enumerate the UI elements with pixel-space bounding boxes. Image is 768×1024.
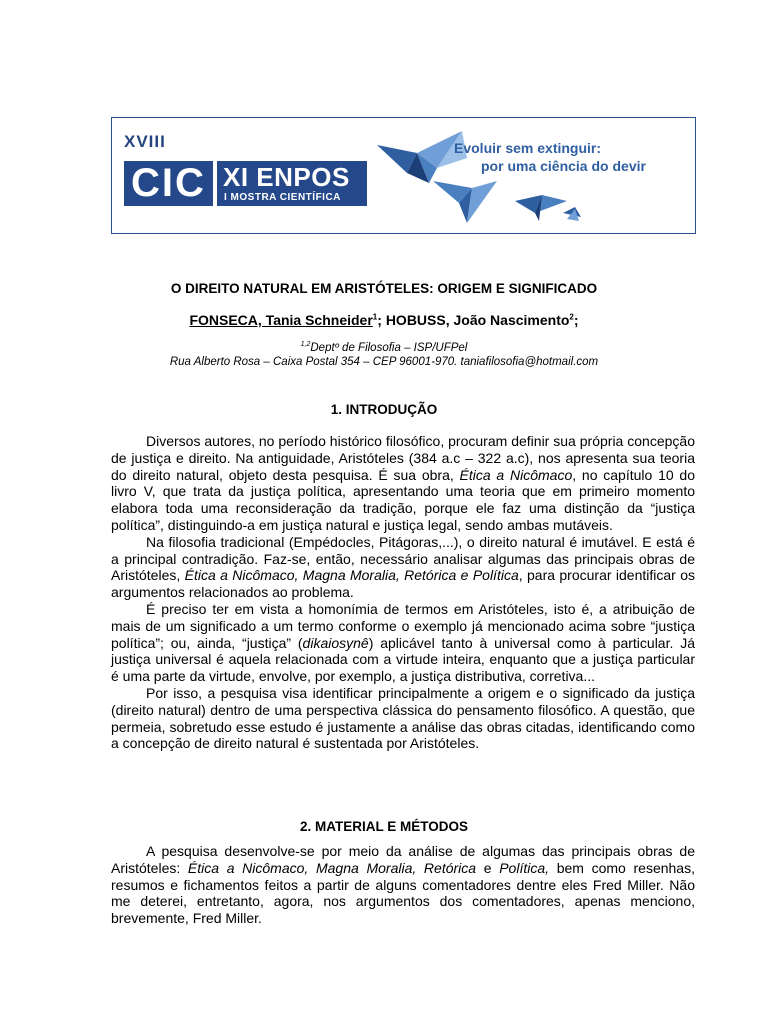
text-run: A pesquisa desenvolve-se por meio da análise de algumas das principais obras de Aristóteles:: [111, 843, 695, 876]
tagline-line1: Evoluir sem extinguir:: [454, 140, 602, 156]
author-2-sup: 2: [569, 312, 574, 322]
enpos-title: XI ENPOS: [223, 162, 350, 192]
text-run-italic: Política,: [499, 859, 550, 876]
edition-label: XVIII: [124, 132, 166, 151]
section-heading-methods: 2. MATERIAL E MÉTODOS: [299, 819, 469, 834]
text-run: , para procurar identificar os argumentos relacionados ao problema.: [111, 567, 695, 601]
event-banner: [111, 117, 696, 234]
affiliation-sup: 1,2: [300, 341, 311, 348]
text-run: É preciso ter em vista a homonímia de termos em Aristóteles, isto é, a atribuição de mais de um significado a um termo conforme o exemplo já mencionado acima sobre “justiça política”; ou, ainda, “justiça” (: [111, 600, 695, 651]
affiliation-address: Rua Alberto Rosa – Caixa Postal 354 – CEP 96001-970. taniafilosofia@hotmail.com: [169, 356, 599, 368]
section-introduction-body: [111, 433, 695, 752]
author-end: ;: [573, 312, 579, 328]
text-run: bem como resenhas, resumos e fichamentos feitos a partir de alguns comentadores dentre eles Fred Miller. Não me deterei, entretanto, agora, nos argumentos dos comentadores, apenas menciono, brevemente, Fred Miller.: [111, 859, 695, 927]
affiliation-dept: Deptº de Filosofia – ISP/UFPel: [310, 341, 468, 354]
author-1-sup: 1: [372, 312, 378, 322]
enpos-logo: [217, 161, 367, 206]
text-run-italic: Ética a Nicômaco: [459, 466, 573, 483]
text-run-italic: Ética a Nicômaco, Magna Moralia, Retórica e Política: [184, 567, 519, 584]
text-run: e: [476, 859, 500, 876]
section-methods-body: [111, 843, 695, 927]
paragraph: Por isso, a pesquisa visa identificar principalmente a origem e o significado da justiça (direito natural) dentro de uma perspectiva clássica do pensamento filosófico. A questão, que permeia, sobretudo esse estudo é justamente a análise das obras citadas, identificando como a concepção de direito natural é sustentada por Aristóteles.: [111, 684, 695, 752]
paragraph: [111, 601, 695, 685]
mostra-label: I MOSTRA CIENTÍFICA: [224, 192, 341, 203]
text-run: Na filosofia tradicional (Empédocles, Pitágoras,...), o direito natural é imutável. E está é a principal contradição. Faz-se, então, necessário analisar algumas das principais obras de Aristóteles,: [111, 533, 695, 584]
text-run: , no capítulo 10 do livro V, que trata da justiça política, apresentando uma teoria que em primeiro momento elabora toda uma reconsideração da tradição, porque ele faz uma distinção da “justiça política”, distinguindo-a em justiça natural e justiça legal, sendo ambas mutáveis.: [111, 466, 695, 533]
paper-title: O DIREITO NATURAL EM ARISTÓTELES: ORIGEM E SIGNIFICADO: [170, 281, 598, 296]
tagline-line2: por uma ciência do devir: [481, 158, 646, 174]
affiliation: [0, 341, 768, 354]
text-run-italic: Ética a Nicômaco, Magna Moralia, Retórica: [187, 859, 477, 876]
author-1: FONSECA, Tania Schneider: [189, 312, 373, 328]
author-2: HOBUSS, João Nascimento: [385, 312, 570, 328]
text-run: ) aplicável tanto à universal como à particular. Já justiça universal é aquela relacionada com a virtude inteira, enquanto que a justiça particular é uma parte da virtude, envolve, por exemplo, a justiça distributiva, corretiva...: [111, 634, 695, 685]
authors-line: [0, 312, 768, 328]
text-run: Diversos autores, no período histórico filosófico, procuram definir sua própria concepção de justiça e direito. Na antiguidade, Aristóteles (384 a.c – 322 a.c), nos apresenta sua teoria do direito natural, objeto desta pesquisa. É sua obra,: [111, 433, 695, 483]
author-separator: ;: [377, 312, 386, 328]
paragraph: [111, 534, 695, 601]
paragraph: [111, 433, 695, 534]
text-run-italic: dikaiosynê: [302, 634, 369, 651]
cic-logo: CIC: [124, 161, 213, 206]
section-heading-introduction: 1. INTRODUÇÃO: [330, 402, 438, 417]
paragraph: [111, 843, 695, 927]
